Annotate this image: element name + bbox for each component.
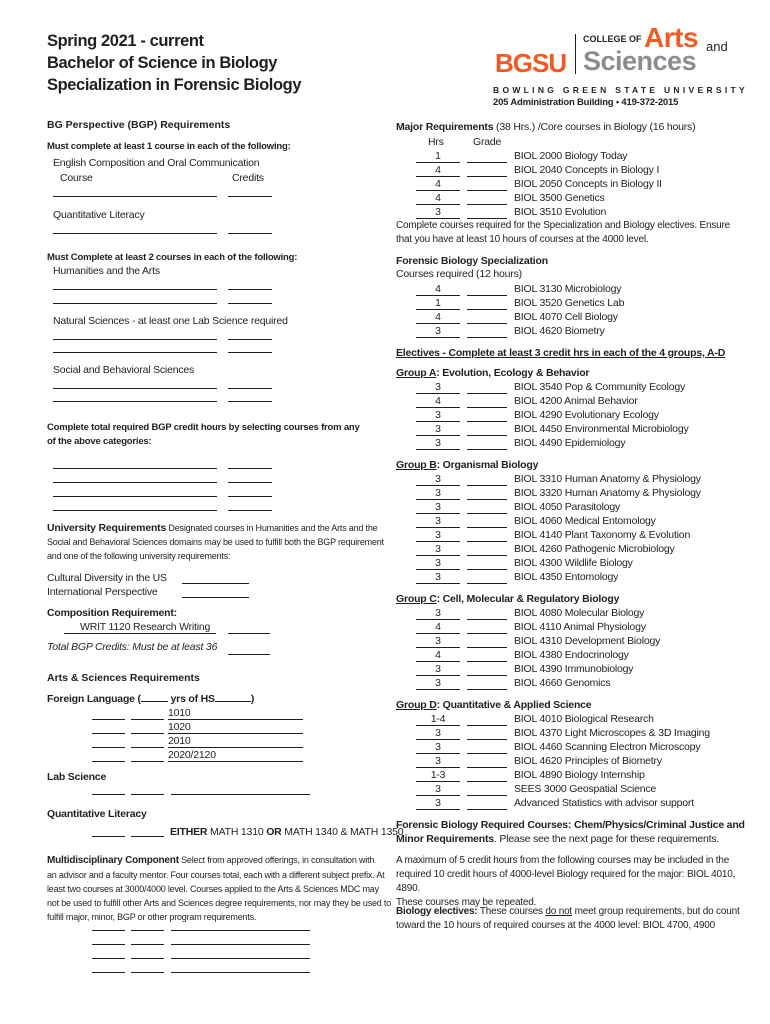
hours-field[interactable] [416,795,460,796]
course-name: BIOL 4200 Animal Behavior [514,395,638,407]
dept-field[interactable] [92,930,125,931]
text-part: do not [545,906,573,917]
text-line: fulfill major, minor, BGP or other program requirements. [47,912,257,922]
text-line: and one of the following university requirements: [47,551,231,561]
level-field[interactable] [168,733,303,734]
hours-field[interactable] [416,725,460,726]
credit-hours: 3 [435,783,441,795]
credit-hours: 1-4 [430,713,446,725]
complete-total-text [47,421,360,449]
grade-field[interactable] [467,513,507,514]
grade-header: Grade [473,136,502,148]
course-name: BIOL 4490 Epidemiology [514,437,626,449]
group-label: Group B [396,459,437,471]
text-line: Complete courses required for the Specialization and Biology electives. Ensure [396,220,731,231]
course-name: BIOL 3540 Pop & Community Ecology [514,381,686,393]
hours-field[interactable] [416,661,460,662]
language-level: 2010 [168,735,191,747]
course-name: BIOL 4310 Development Biology [514,635,661,647]
course-name: BIOL 4460 Scanning Electron Microscopy [514,741,701,753]
dept-field[interactable] [92,958,125,959]
grade-field[interactable] [467,753,507,754]
credit-hours: 3 [435,529,441,541]
language-level: 1020 [168,721,191,733]
group-heading [396,699,591,711]
text-part: These courses [477,906,546,917]
grade-field[interactable] [467,295,507,296]
credits-field[interactable] [228,352,272,353]
hs-field[interactable] [215,692,251,702]
text-part: MATH 1340 & MATH 1350 [281,826,404,838]
course-name: BIOL 2000 Biology Today [514,150,628,162]
course-name: BIOL 3500 Genetics [514,192,605,204]
dept-field[interactable] [92,719,125,720]
hours-field[interactable] [416,309,460,310]
number-field[interactable] [131,930,164,931]
course-field[interactable] [53,289,217,290]
hours-field[interactable] [416,190,460,191]
quant-label: Quantitative Literacy [53,209,145,221]
credits-field[interactable] [228,303,272,304]
hours-field[interactable] [416,633,460,634]
hours-field[interactable] [416,499,460,500]
grade-field[interactable] [467,583,507,584]
course-field[interactable] [53,510,217,511]
credit-hours: 4 [435,311,441,323]
credit-hours: 3 [435,381,441,393]
math-options [170,826,403,838]
text-part: MATH 1310 [207,826,267,838]
course-name: BIOL 4300 Wildlife Biology [514,557,633,569]
dept-field[interactable] [92,794,125,795]
writ-label: WRIT 1120 Research Writing [80,621,211,633]
or-text: OR [266,826,282,838]
international-label: International Perspective [47,586,158,598]
hours-field[interactable] [416,176,460,177]
group-label: Group D [396,699,437,711]
number-field[interactable] [131,836,164,837]
text-line: These courses may be repeated. [396,897,537,908]
must-two-text: Must Complete at least 2 courses in each of the following: [47,252,298,263]
dept-field[interactable] [92,836,125,837]
grade-field[interactable] [467,309,507,310]
credit-hours: 3 [435,409,441,421]
university-name: BOWLING GREEN STATE UNIVERSITY [493,85,748,95]
total-bgp-label: Total BGP Credits: Must be at least 36 [47,641,218,653]
as-heading: Arts & Sciences Requirements [47,672,200,684]
text-line: of the above categories: [47,436,152,447]
number-field[interactable] [131,794,164,795]
course-name: BIOL 3130 Microbiology [514,283,622,295]
text-line: toward the 10 hours of required courses at the 4000 level: BIOL 4700, 4900 [396,920,715,931]
credits-field[interactable] [228,496,272,497]
course-field[interactable] [53,339,217,340]
text-part: yrs of HS [167,693,215,705]
grade-field[interactable] [467,485,507,486]
electives-heading: Electives - Complete at least 3 credit hrs in each of the 4 groups, A-D [396,347,726,359]
dept-field[interactable] [92,761,125,762]
hours-field[interactable] [416,204,460,205]
group-heading [396,593,619,605]
core-note [396,219,736,247]
grade-field[interactable] [467,527,507,528]
credit-hours: 3 [435,501,441,513]
grade-field[interactable] [467,449,507,450]
title-line: Spring 2021 - current [47,32,204,50]
grade-field[interactable] [467,176,507,177]
grade-field[interactable] [467,725,507,726]
course-name: BIOL 4290 Evolutionary Ecology [514,409,659,421]
group-label: Group C [396,593,437,605]
grade-field[interactable] [467,162,507,163]
grade-field[interactable] [467,739,507,740]
course-name: BIOL 4070 Cell Biology [514,311,618,323]
logo-and: and [706,39,728,54]
text-part: . Please see the next page for these requirements. [493,833,720,845]
group-title: : Cell, Molecular & Regulatory Biology [436,593,620,605]
dept-field[interactable] [92,972,125,973]
hours-field[interactable] [416,435,460,436]
hours-field[interactable] [416,407,460,408]
course-name: BIOL 4380 Endocrinology [514,649,629,661]
major-heading [396,121,695,133]
years-field[interactable] [141,692,168,702]
address: 205 Administration Building • 419-372-2015 [493,97,679,108]
credit-hours: 4 [435,178,441,190]
grade-field[interactable] [467,541,507,542]
multidisciplinary [47,853,392,924]
course-name: BIOL 4010 Biological Research [514,713,654,725]
social-label: Social and Behavioral Sciences [53,364,195,376]
text-part: Major Requirements [396,121,494,133]
course-name: BIOL 4620 Biometry [514,325,605,337]
page-title [47,30,301,96]
title-field[interactable] [171,930,310,931]
course-field[interactable] [53,352,217,353]
language-level: 2020/2120 [168,749,216,761]
hours-field[interactable] [416,569,460,570]
grade-field[interactable] [131,747,164,748]
course-name: BIOL 4350 Entomology [514,571,619,583]
text-line: not be used to fulfill other Arts and Sciences degree requirements, nor may they be used to [47,898,392,908]
course-name: BIOL 2050 Concepts in Biology II [514,178,662,190]
grade-field[interactable] [467,619,507,620]
writ-credits-field[interactable] [228,633,270,634]
grade-field[interactable] [467,647,507,648]
biology-electives [396,905,741,933]
must-one-text: Must complete at least 1 course in each of the following: [47,141,291,152]
text-line: Select from approved offerings, in consultation with [178,855,375,865]
credit-hours: 3 [435,635,441,647]
credit-hours: 3 [435,571,441,583]
credit-hours: 3 [435,677,441,689]
group-title: : Organismal Biology [436,459,539,471]
hours-field[interactable] [416,393,460,394]
course-name: BIOL 4620 Principles of Biometry [514,755,662,767]
course-name: BIOL 4050 Parasitology [514,501,621,513]
fs-required-label: Courses required (12 hours) [396,268,522,280]
hours-field[interactable] [416,162,460,163]
logo-college-of: COLLEGE OF [583,34,642,44]
grade-field[interactable] [467,809,507,810]
bgp-heading: BG Perspective (BGP) Requirements [47,119,231,131]
course-name: SEES 3000 Geospatial Science [514,783,657,795]
course-field[interactable] [53,496,217,497]
credits-field[interactable] [228,196,272,197]
grade-field[interactable] [467,767,507,768]
hours-field[interactable] [416,295,460,296]
course-name: BIOL 3310 Human Anatomy & Physiology [514,473,701,485]
cultural-field[interactable] [182,583,249,584]
credit-hours: 4 [435,621,441,633]
title-field[interactable] [171,944,310,945]
hours-field[interactable] [416,767,460,768]
credit-hours: 4 [435,395,441,407]
grade-field[interactable] [131,761,164,762]
title-line: Specialization in Forensic Biology [47,76,302,94]
grade-field[interactable] [467,781,507,782]
credits-field[interactable] [228,510,272,511]
foreign-language-label [47,692,254,705]
group-heading [396,459,538,471]
fs-heading: Forensic Biology Specialization [396,255,548,267]
title-line: Bachelor of Science in Biology [47,54,278,72]
hours-field[interactable] [416,485,460,486]
credit-hours: 4 [435,283,441,295]
course-name: BIOL 4140 Plant Taxonomy & Evolution [514,529,691,541]
course-name: BIOL 4080 Molecular Biology [514,607,645,619]
course-name: BIOL 4390 Immunobiology [514,663,634,675]
course-name: BIOL 2040 Concepts in Biology I [514,164,660,176]
grade-field[interactable] [467,393,507,394]
credits-field[interactable] [228,468,272,469]
course-field[interactable] [53,482,217,483]
course-field[interactable] [53,303,217,304]
text-line: Designated courses in Humanities and the Arts and the [166,523,378,533]
number-field[interactable] [131,972,164,973]
group-label: Group A [396,367,437,379]
forensic-required [396,818,745,846]
grade-field[interactable] [467,795,507,796]
credit-hours: 4 [435,192,441,204]
hours-field[interactable] [416,527,460,528]
text-part: Foreign Language ( [47,693,141,705]
composition-label: Composition Requirement: [47,607,177,619]
text-part: meet group requirements, but do count [572,906,740,917]
group-title: : Evolution, Ecology & Behavior [436,367,590,379]
course-name: BIOL 4370 Light Microscopes & 3D Imaging [514,727,710,739]
dept-field[interactable] [92,944,125,945]
group-heading [396,367,589,379]
text-line: Social and Behavioral Sciences domains may be used to fulfill both the BGP requirement [47,537,384,547]
credit-hours: 3 [435,515,441,527]
course-name: BIOL 4110 Animal Physiology [514,621,646,633]
credits-field[interactable] [228,388,272,389]
course-field[interactable] [53,196,217,197]
hours-field[interactable] [416,619,460,620]
course-name: BIOL 4890 Biology Internship [514,769,645,781]
text-line: least two courses at 3000/4000 level. Courses applied to the Arts & Sciences MDC may [47,884,379,894]
hours-field[interactable] [416,583,460,584]
hours-field[interactable] [416,689,460,690]
text-part: (38 Hrs.) /Core courses in Biology (16 hours) [493,121,696,133]
number-field[interactable] [131,958,164,959]
course-field[interactable] [53,388,217,389]
credits-field[interactable] [228,401,272,402]
text-part: Biology electives: [396,906,478,917]
text-line: Complete total required BGP credit hours by selecting courses from any [47,422,360,433]
grade-field[interactable] [467,407,507,408]
lab-science-label: Lab Science [47,771,107,783]
credits-field[interactable] [228,233,272,234]
either-text: EITHER [170,826,208,838]
course-field[interactable] [53,401,217,402]
credit-hours: 3 [435,543,441,555]
title-field[interactable] [171,958,310,959]
grade-field[interactable] [131,719,164,720]
text-line: Forensic Biology Required Courses: Chem/Physics/Criminal Justice and [396,819,745,831]
level-field[interactable] [168,719,303,720]
logo-sciences: Sciences [583,46,697,76]
grade-field[interactable] [467,555,507,556]
english-label: English Composition and Oral Communication [53,157,260,169]
grade-field[interactable] [467,499,507,500]
number-field[interactable] [131,944,164,945]
hours-field[interactable] [416,739,460,740]
max-note [396,854,741,910]
hours-field[interactable] [416,449,460,450]
text-line: A maximum of 5 credit hours from the following courses may be included in the [396,855,730,866]
university-requirements [47,521,387,563]
grade-field[interactable] [131,733,164,734]
credit-hours: 4 [435,649,441,661]
course-name: BIOL 3320 Human Anatomy & Physiology [514,487,701,499]
dept-field[interactable] [92,747,125,748]
grade-field[interactable] [467,675,507,676]
credit-hours: 3 [435,663,441,675]
title-field[interactable] [171,794,310,795]
logo-bgsu: BGSU [495,48,567,78]
quant-as-label: Quantitative Literacy [47,808,147,820]
hours-field[interactable] [416,647,460,648]
credit-hours: 3 [435,741,441,753]
hours-field[interactable] [416,675,460,676]
credit-hours: 1 [435,297,441,309]
credit-hours: 3 [435,325,441,337]
course-name: BIOL 4660 Genomics [514,677,611,689]
cultural-label: Cultural Diversity in the US [47,572,167,584]
grade-field[interactable] [467,421,507,422]
grade-field[interactable] [467,661,507,662]
credit-hours: 3 [435,797,441,809]
grade-field[interactable] [467,190,507,191]
level-field[interactable] [168,761,303,762]
course-name: BIOL 4260 Pathogenic Microbiology [514,543,675,555]
credit-hours: 3 [435,755,441,767]
multi-heading: Multidisciplinary Component [47,855,179,866]
hours-field[interactable] [416,753,460,754]
grade-field[interactable] [467,323,507,324]
grade-field[interactable] [467,569,507,570]
grade-field[interactable] [467,204,507,205]
credits-field[interactable] [228,339,272,340]
writ-underline [64,633,216,634]
language-level: 1010 [168,707,191,719]
text-part: ) [250,693,255,705]
course-field[interactable] [53,468,217,469]
text-line: an advisor and a faculty mentor. Four courses total, each with a different subject prefix. At [47,870,385,880]
course-name: Advanced Statistics with advisor support [514,797,694,809]
grade-field[interactable] [467,337,507,338]
course-name: BIOL 3520 Genetics Lab [514,297,625,309]
hours-field[interactable] [416,541,460,542]
logo-arts: Arts [644,22,699,53]
credit-hours: 3 [435,607,441,619]
international-field[interactable] [182,597,249,598]
course-field[interactable] [53,233,217,234]
text-part: Minor Requirements [396,833,494,845]
hours-field[interactable] [416,809,460,810]
hours-field[interactable] [416,337,460,338]
grade-field[interactable] [467,633,507,634]
credits-field[interactable] [228,482,272,483]
hours-field[interactable] [416,555,460,556]
level-field[interactable] [168,747,303,748]
natural-label: Natural Sciences - at least one Lab Science required [53,315,288,327]
credit-hours: 3 [435,727,441,739]
credit-hours: 3 [435,423,441,435]
credit-hours: 4 [435,164,441,176]
total-bgp-field[interactable] [228,654,270,655]
grade-field[interactable] [467,689,507,690]
credit-hours: 3 [435,473,441,485]
hours-field[interactable] [416,323,460,324]
credits-label: Credits [232,172,264,184]
text-line: required 10 credit hours of 4000-level Biology required for the major: BIOL 4010, 4890. [396,869,736,894]
group-title: : Quantitative & Applied Science [436,699,592,711]
humanities-label: Humanities and the Arts [53,265,160,277]
text-line: that you have at least 10 hours of courses at the 4000 level. [396,234,649,245]
credit-hours: 3 [435,557,441,569]
dept-field[interactable] [92,733,125,734]
course-name: BIOL 3510 Evolution [514,206,607,218]
credit-hours: 3 [435,437,441,449]
credit-hours: 3 [435,487,441,499]
hrs-header: Hrs [428,136,444,148]
univ-heading: University Requirements [47,522,167,534]
college-logo [493,22,733,90]
credit-hours: 3 [435,206,441,218]
hours-field[interactable] [416,513,460,514]
course-name: BIOL 4060 Medical Entomology [514,515,656,527]
course-label: Course [60,172,93,184]
hours-field[interactable] [416,781,460,782]
course-name: BIOL 4450 Environmental Microbiology [514,423,689,435]
credit-hours: 1 [435,150,441,162]
credit-hours: 1-3 [430,769,446,781]
logo-divider [575,34,576,74]
credits-field[interactable] [228,289,272,290]
grade-field[interactable] [467,435,507,436]
hours-field[interactable] [416,421,460,422]
title-field[interactable] [171,972,310,973]
